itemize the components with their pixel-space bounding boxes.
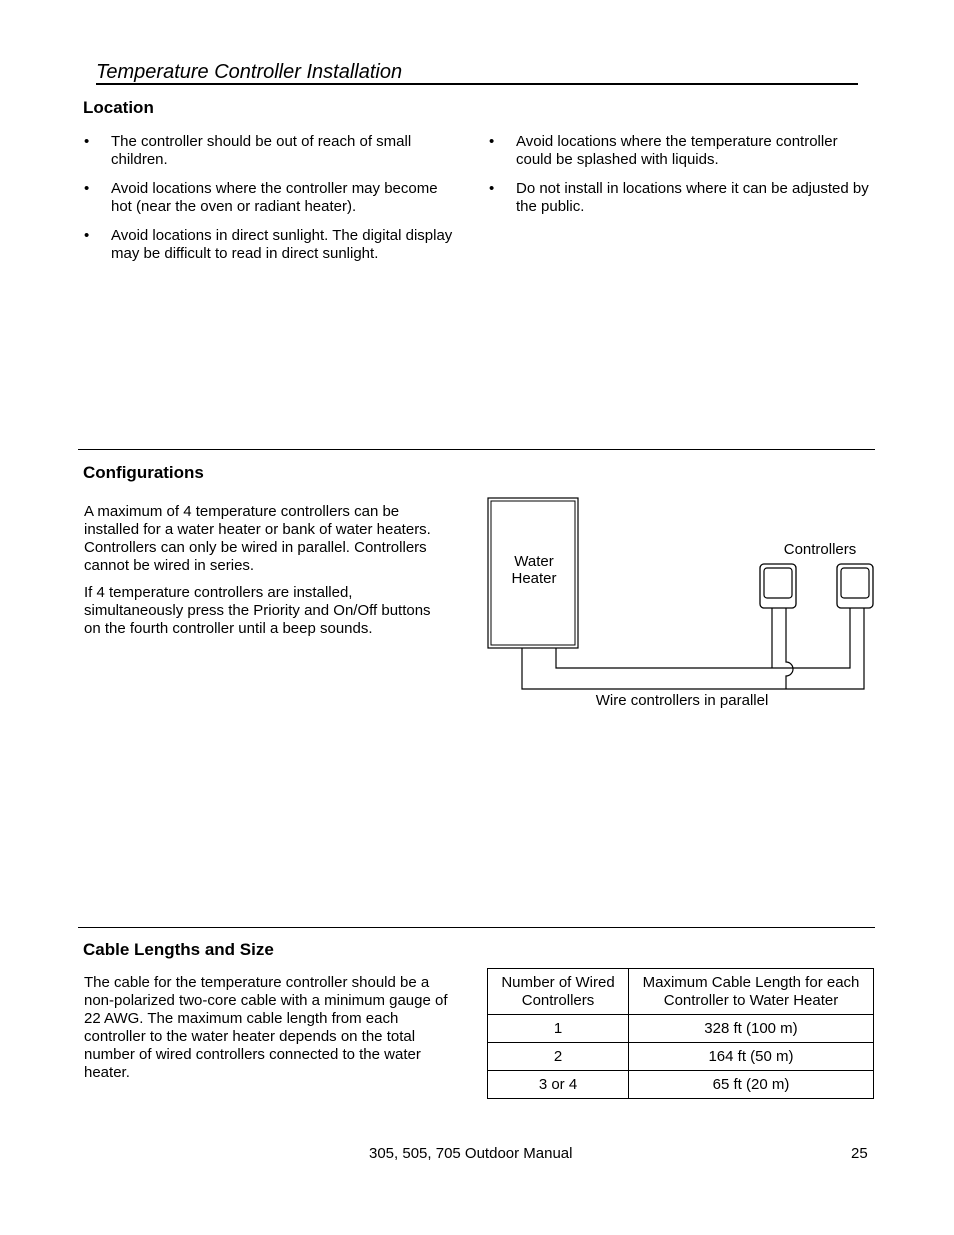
section-divider: [78, 449, 875, 450]
bullet-icon: •: [489, 180, 495, 197]
header-text: Number of Wired: [501, 973, 615, 991]
location-right-list: [489, 133, 874, 227]
table-header-length: [629, 969, 874, 1015]
table-header-row: [488, 969, 874, 1015]
header-text: Maximum Cable Length for each: [642, 973, 860, 991]
header-text: Controllers: [521, 991, 595, 1009]
section-divider: [78, 927, 875, 928]
table-cell-length: 65 ft (20 m): [629, 1071, 874, 1099]
table-row: [488, 1071, 874, 1099]
configurations-paragraph-2: If 4 temperature controllers are installed, simultaneously press the Priority and On/Off buttons on the fourth controller until a beep sounds.: [84, 584, 431, 637]
table-cell-count: 3 or 4: [488, 1071, 629, 1099]
table-cell-length: 164 ft (50 m): [629, 1043, 874, 1071]
configurations-heading: Configurations: [83, 463, 204, 482]
wire-b: [556, 608, 850, 668]
list-item-text: The controller should be out of reach of small children.: [111, 133, 412, 168]
table-row: [488, 1015, 874, 1043]
table-cell-length: 328 ft (100 m): [629, 1015, 874, 1043]
footer-manual-title: 305, 505, 705 Outdoor Manual: [369, 1145, 573, 1162]
table-cell-count: 1: [488, 1015, 629, 1043]
cable-paragraph: The cable for the temperature controller should be a non-polarized two-core cable with a minimum gauge of 22 AWG. The maximum cable length from each controller to the water heater depends on the total number of wired controllers connected to the water heater.: [84, 974, 448, 1081]
controllers-label: Controllers: [783, 541, 857, 558]
table-header-count: [488, 969, 629, 1015]
list-item-text: Avoid locations where the temperature controller could be splashed with liquids.: [516, 133, 838, 168]
bullet-icon: •: [84, 133, 90, 150]
cable-heading: Cable Lengths and Size: [83, 940, 274, 959]
cable-length-table: [487, 968, 874, 1099]
location-left-list: [84, 133, 456, 274]
title-underline: [96, 83, 858, 85]
page-title: Temperature Controller Installation: [96, 61, 403, 83]
bullet-icon: •: [84, 227, 90, 244]
list-item-text: Do not install in locations where it can be adjusted by the public.: [516, 180, 869, 215]
list-item: [489, 133, 874, 169]
wiring-diagram: [480, 490, 880, 720]
list-item: [84, 227, 456, 263]
table-row: [488, 1043, 874, 1071]
location-heading: Location: [83, 98, 154, 117]
table-cell-count: 2: [488, 1043, 629, 1071]
diagram-caption: Wire controllers in parallel: [595, 692, 769, 709]
list-item-text: Avoid locations in direct sunlight. The digital display may be difficult to read in direct sunlight.: [111, 227, 453, 262]
water-heater-label-line2: Heater: [511, 570, 557, 587]
controller-icon: [837, 564, 873, 608]
header-text: Controller to Water Heater: [663, 991, 839, 1009]
list-item: [84, 180, 456, 216]
list-item-text: Avoid locations where the controller may become hot (near the oven or radiant heater).: [111, 180, 438, 215]
page-number: 25: [851, 1145, 868, 1162]
controller-icon: [760, 564, 796, 608]
list-item: [84, 133, 456, 169]
bullet-icon: •: [489, 133, 495, 150]
configurations-paragraph-1: A maximum of 4 temperature controllers can be installed for a water heater or bank of water heaters. Controllers can only be wired in parallel. Controllers cannot be wired in series.: [84, 503, 431, 574]
controller-1-leads: [772, 608, 793, 689]
bullet-icon: •: [84, 180, 90, 197]
water-heater-label-line1: Water: [514, 553, 554, 570]
list-item: [489, 180, 874, 216]
